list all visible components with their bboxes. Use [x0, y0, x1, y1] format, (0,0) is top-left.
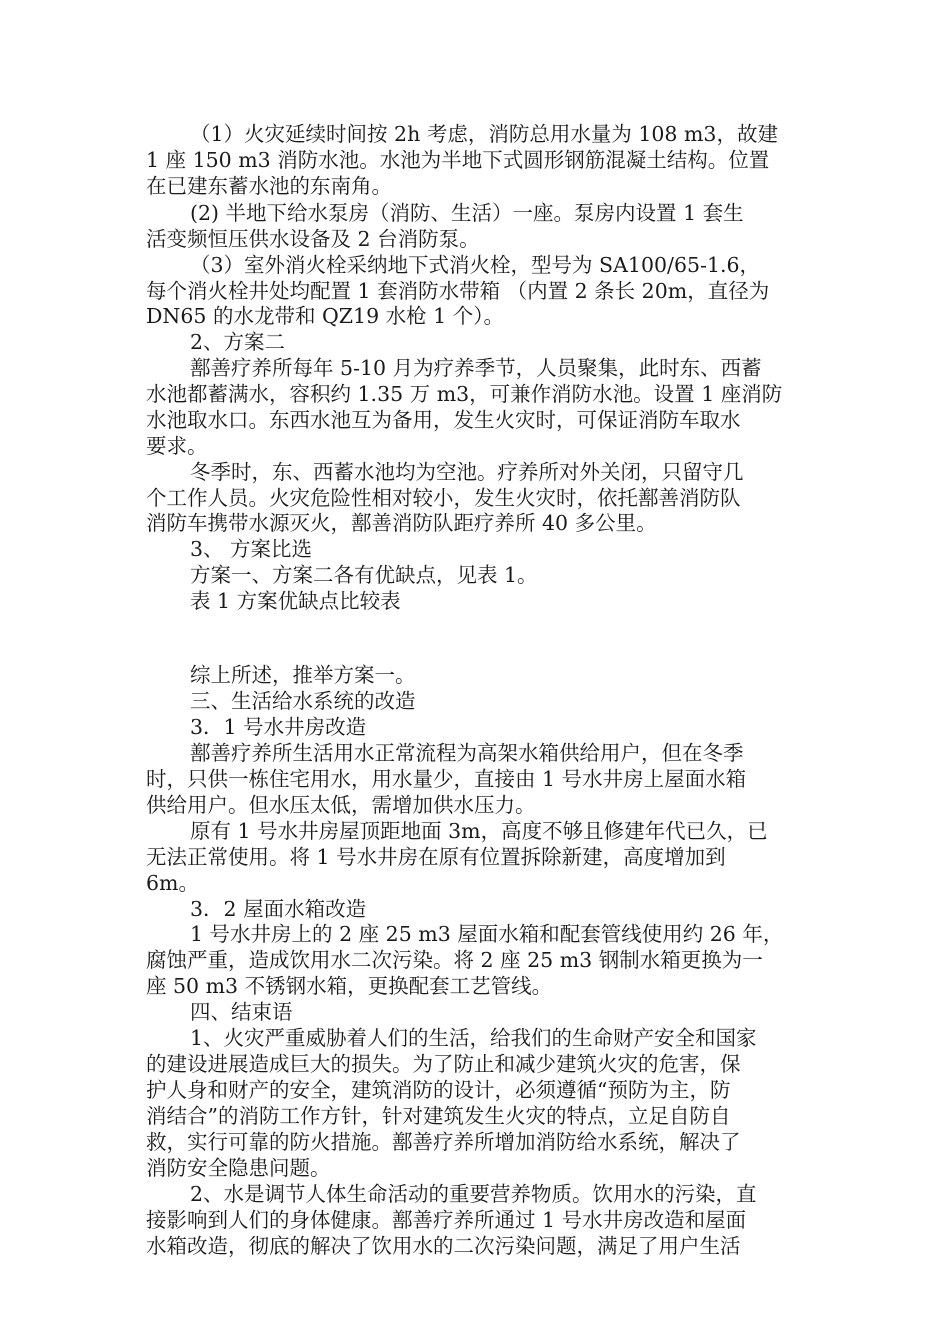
section-heading: 四、结束语: [190, 1000, 293, 1024]
text-line: 2、水是调节人体生命活动的重要营养物质。饮用水的污染，直: [190, 1182, 757, 1206]
text-line: 消防安全隐患问题。: [146, 1156, 331, 1180]
section-heading: 三、生活给水系统的改造: [190, 689, 416, 713]
text-line: 活变频恒压供水设备及 2 台消防泵。: [146, 227, 480, 251]
text-line: 1 号水井房上的 2 座 25 m3 屋面水箱和配套管线使用约 26 年，: [190, 922, 784, 946]
text-line: 鄯善疗养所每年 5-10 月为疗养季节，人员聚集，此时东、西蓄: [190, 356, 762, 380]
text-line: 1 座 150 m3 消防水池。水池为半地下式圆形钢筋混凝土结构。位置: [146, 148, 770, 172]
text-line: 消防车携带水源灭火，鄯善消防队距疗养所 40 多公里。: [146, 511, 657, 535]
text-line: 个工作人员。火灾危险性相对较小，发生火灾时，依托鄯善消防队: [146, 486, 741, 510]
text-line: 座 50 m3 不锈钢水箱，更换配套工艺管线。: [146, 974, 553, 998]
text-line: 水池都蓄满水，容积约 1.35 万 m3，可兼作消防水池。设置 1 座消防: [146, 382, 783, 406]
text-line: 水池取水口。东西水池互为备用，发生火灾时，可保证消防车取水: [146, 408, 741, 432]
text-line: 腐蚀严重，造成饮用水二次污染。将 2 座 25 m3 钢制水箱更换为一: [146, 948, 763, 972]
text-line: （3）室外消火栓采纳地下式消火栓，型号为 SA100/65-1.6，: [190, 253, 761, 277]
text-line: 无法正常使用。将 1 号水井房在原有位置拆除新建，高度增加到: [146, 845, 726, 869]
text-line: 1、火灾严重威胁着人们的生活，给我们的生命财产安全和国家: [190, 1026, 757, 1050]
text-line: 在已建东蓄水池的东南角。: [146, 174, 392, 198]
table-caption: 表 1 方案优缺点比较表: [190, 589, 401, 613]
text-line: 冬季时，东、西蓄水池均为空池。疗养所对外关闭，只留守几: [190, 460, 744, 484]
text-line: 的建设进展造成巨大的损失。为了防止和减少建筑火灾的危害，保: [146, 1052, 741, 1076]
text-line: 接影响到人们的身体健康。鄯善疗养所通过 1 号水井房改造和屋面: [146, 1208, 747, 1232]
section-heading: 2、方案二: [190, 330, 286, 354]
text-line: (2) 半地下给水泵房（消防、生活）一座。泵房内设置 1 套生: [190, 201, 744, 225]
text-line: 供给用户。但水压太低，需增加供水压力。: [146, 793, 536, 817]
text-line: 综上所述，推举方案一。: [190, 663, 416, 687]
text-line: 每个消火栓井处均配置 1 套消防水带箱 （内置 2 条长 20m，直径为: [146, 279, 770, 303]
text-line: 护人身和财产的安全，建筑消防的设计，必须遵循“预防为主，防: [146, 1078, 731, 1102]
text-line: 时，只供一栋住宅用水，用水量少，直接由 1 号水井房上屋面水箱: [146, 767, 747, 791]
text-line: 要求。: [146, 434, 208, 458]
text-line: 方案一、方案二各有优缺点，见表 1。: [190, 563, 538, 587]
section-heading: 3．2 屋面水箱改造: [190, 897, 367, 921]
text-line: DN65 的水龙带和 QZ19 水枪 1 个）。: [146, 304, 504, 328]
text-line: 救，实行可靠的防火措施。鄯善疗养所增加消防给水系统，解决了: [146, 1130, 741, 1154]
text-line: 消结合”的消防工作方针，针对建筑发生火灾的特点，立足自防自: [146, 1104, 731, 1128]
section-heading: 3、 方案比选: [190, 537, 313, 561]
section-heading: 3．1 号水井房改造: [190, 715, 367, 739]
text-line: 水箱改造，彻底的解决了饮用水的二次污染问题，满足了用户生活: [146, 1234, 741, 1258]
text-line: 原有 1 号水井房屋顶距地面 3m，高度不够且修建年代已久，已: [190, 819, 768, 843]
text-line: （1）火灾延续时间按 2h 考虑，消防总用水量为 108 m3，故建: [190, 122, 778, 146]
text-line: 6m。: [146, 871, 199, 895]
text-line: 鄯善疗养所生活用水正常流程为高架水箱供给用户，但在冬季: [190, 741, 744, 765]
